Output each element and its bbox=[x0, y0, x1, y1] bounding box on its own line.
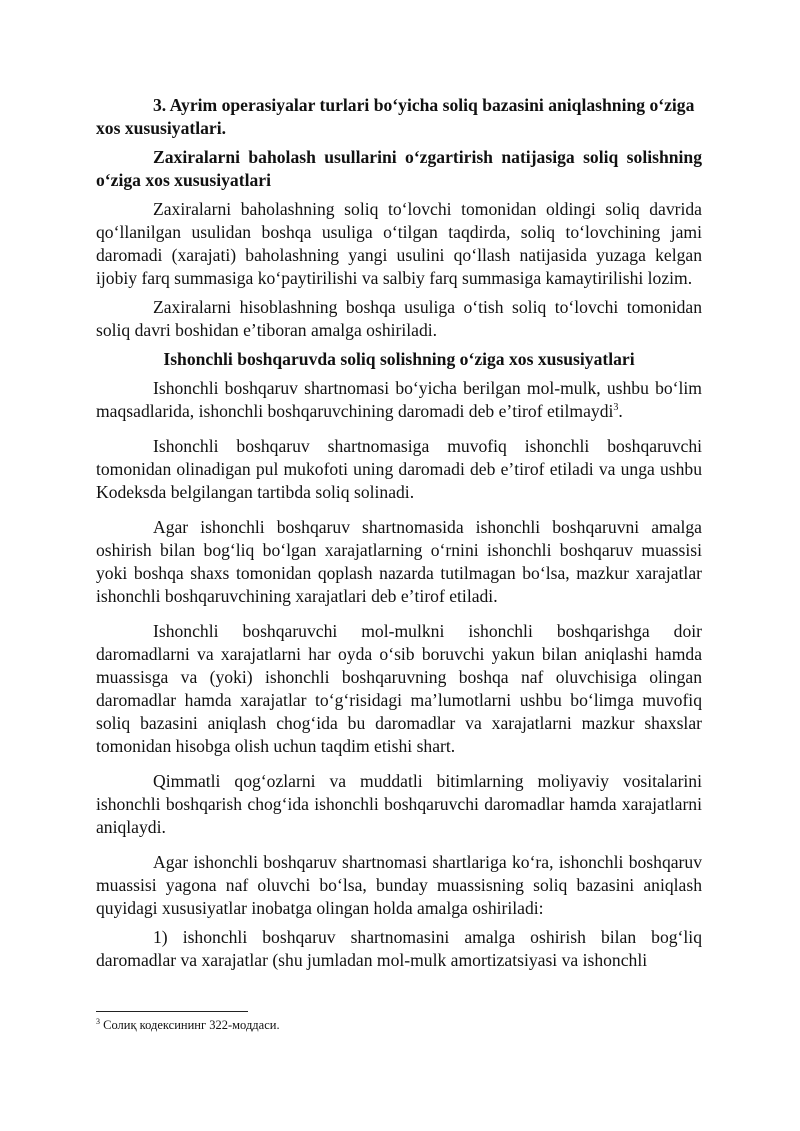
paragraph: Ishonchli boshqaruv shartnomasiga muvofiq ishonchli boshqaruvchi tomonidan olinadigan pul mukofoti uning daromadi deb eʼtirof etiladi va unga ushbu Kodeksda belgilangan tartibda soliq solinadi. bbox=[96, 436, 702, 502]
footnote bbox=[96, 1018, 280, 1033]
footnote-separator bbox=[96, 1011, 248, 1012]
document-page bbox=[96, 94, 702, 984]
paragraph: Zaxiralarni baholashning soliq toʻlovchi tomonidan oldingi soliq davrida qoʻllanilgan usulidan boshqa usuliga oʻtilgan taqdirda, soliq toʻlovchining jami daromadi (xarajati) baholashning yangi usulini qoʻllash natijasida yuzaga kelgan ijobiy farq summasiga koʻpaytirilishi va salbiy farq summasiga kamaytirilishi lozim. bbox=[96, 199, 702, 288]
paragraph: Zaxiralarni hisoblashning boshqa usuliga oʻtish soliq toʻlovchi tomonidan soliq davri boshidan eʼtiboran amalga oshiriladi. bbox=[96, 297, 702, 340]
paragraph-text: Ishonchli boshqaruv shartnomasi boʻyicha berilgan mol-mulk, ushbu boʻlim maqsadlarida, ishonchli boshqaruvchining daromadi deb eʼtirof etilmaydi bbox=[96, 378, 702, 421]
paragraph-with-footnote bbox=[96, 377, 702, 423]
footnote-reference[interactable]: 3 bbox=[613, 402, 619, 414]
subheading-reserves: Zaxiralarni baholash usullarini oʻzgartirish natijasiga soliq solishning oʻziga xos xususiyatlari bbox=[96, 147, 702, 190]
section-heading: 3. Ayrim operasiyalar turlari boʻyicha soliq bazasini aniqlashning oʻziga xos xususiyatlari. bbox=[96, 95, 695, 138]
subheading-trust-management: Ishonchli boshqaruvda soliq solishning oʻziga xos xususiyatlari bbox=[163, 349, 635, 369]
paragraph-end: . bbox=[618, 401, 623, 421]
footnote-mark: 3 bbox=[96, 1016, 100, 1026]
paragraph: Agar ishonchli boshqaruv shartnomasi shartlariga koʻra, ishonchli boshqaruv muassisi yagona naf oluvchi boʻlsa, bunday muassisning soliq bazasini aniqlash quyidagi xususiyatlar inobatga olingan holda amalga oshiriladi: bbox=[96, 852, 702, 918]
paragraph: 1) ishonchli boshqaruv shartnomasini amalga oshirish bilan bogʻliq daromadlar va xarajatlar (shu jumladan mol-mulk amortizatsiyasi va ishonchli bbox=[96, 927, 702, 970]
paragraph: Qimmatli qogʻozlarni va muddatli bitimlarning moliyaviy vositalarini ishonchli boshqarish chogʻida ishonchli boshqaruvchi daromadlar hamda xarajatlarni aniqlaydi. bbox=[96, 771, 702, 837]
paragraph: Agar ishonchli boshqaruv shartnomasida ishonchli boshqaruvni amalga oshirish bilan bogʻliq boʻlgan xarajatlarning oʻrnini ishonchli boshqaruv muassisi yoki boshqa shaxs tomonidan qoplash nazarda tutilmagan boʻlsa, mazkur xarajatlar ishonchli boshqaruvchining xarajatlari deb eʼtirof etiladi. bbox=[96, 517, 702, 606]
paragraph: Ishonchli boshqaruvchi mol-mulkni ishonchli boshqarishga doir daromadlarni va xarajatlarni har oyda oʻsib boruvchi yakun bilan aniqlashi hamda muassisga va (yoki) ishonchli boshqaruvning boshqa naf oluvchisiga olingan daromadlar hamda xarajatlar toʻgʻrisidagi maʼlumotlarni ushbu boʻlimga muvofiq soliq bazasini aniqlash chogʻida bu daromadlar va xarajatlarni mazkur shaxslar tomonidan hisobga olish uchun taqdim etishi shart. bbox=[96, 621, 702, 756]
footnote-text: Солиқ кодексининг 322-моддаси. bbox=[100, 1018, 280, 1032]
